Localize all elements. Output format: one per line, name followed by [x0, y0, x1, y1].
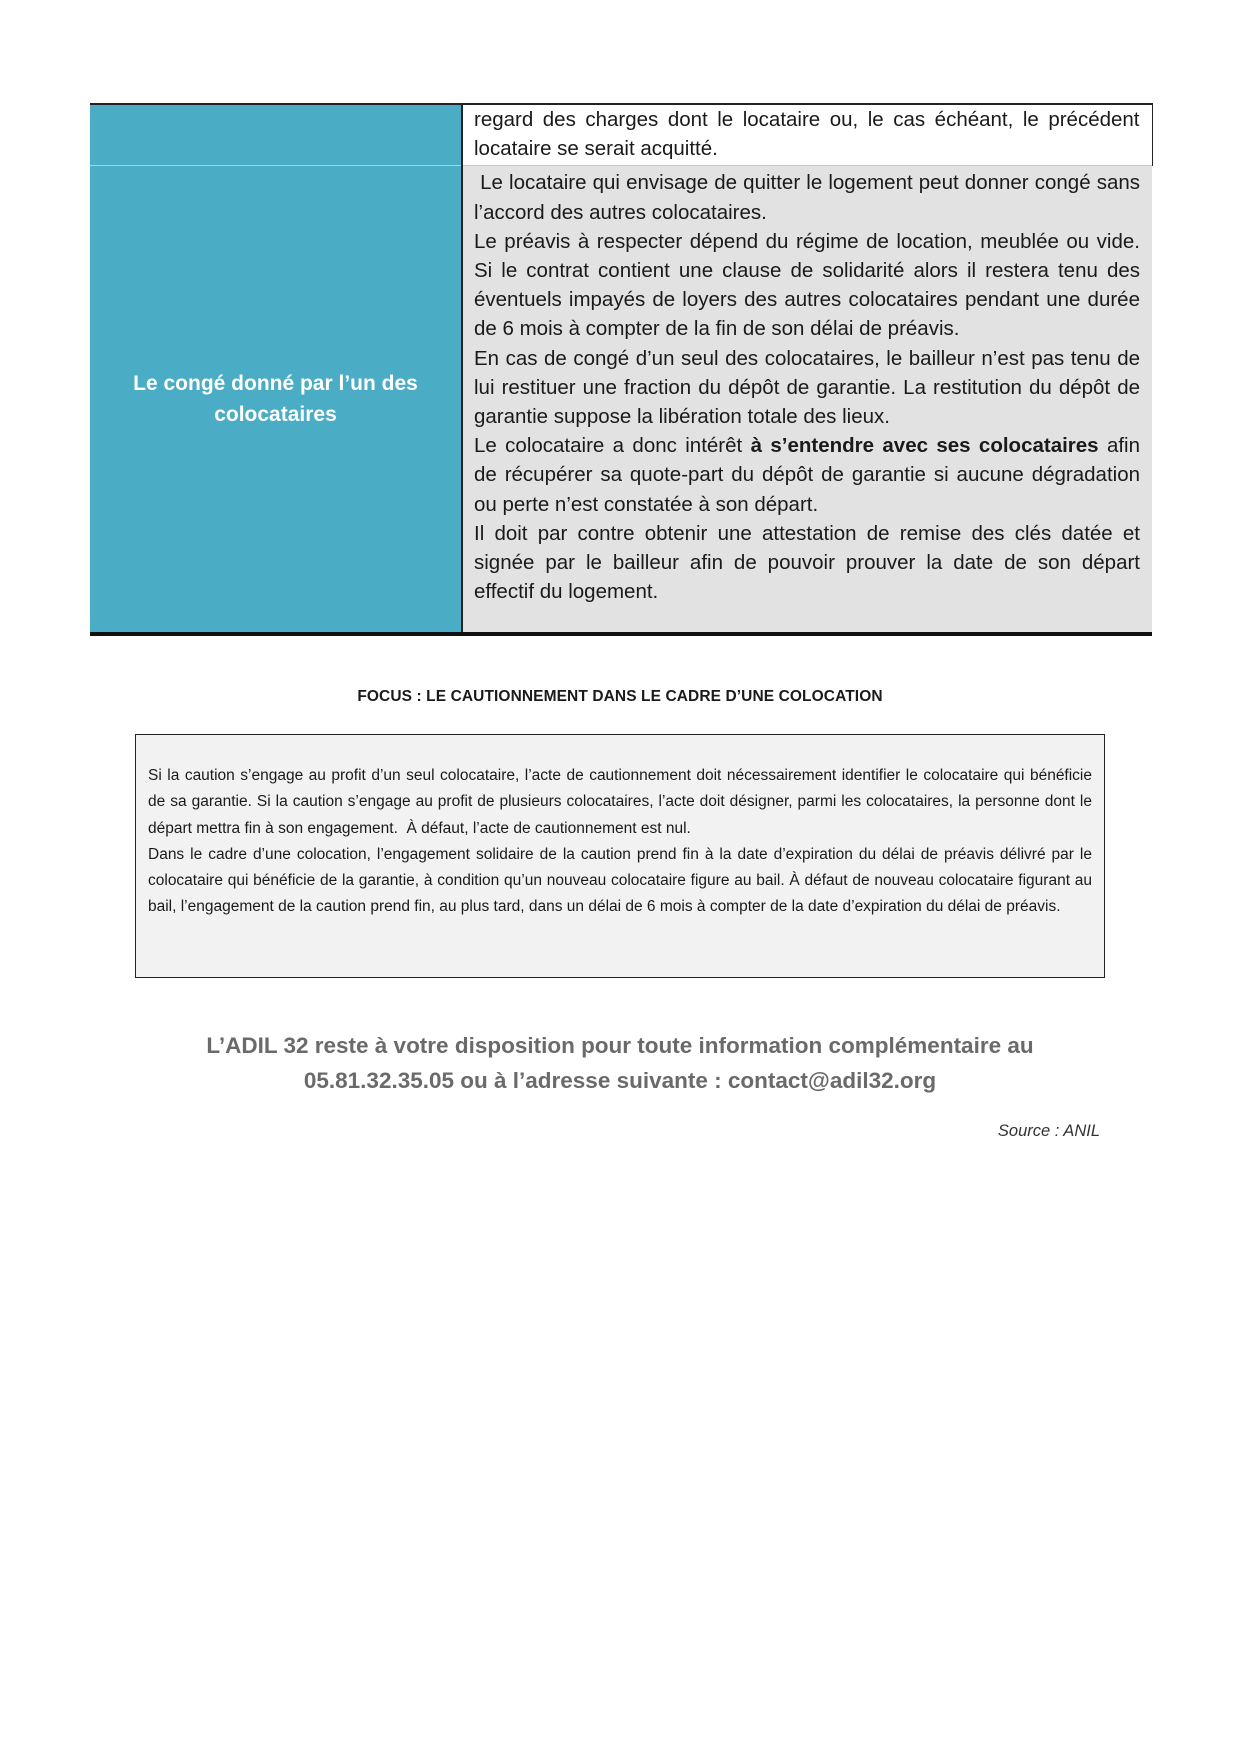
focus-paragraph-1: Si la caution s’engage au profit d’un seul colocataire, l’acte de cautionnement doit nécessairement identifier le colocataire qui bénéficie de sa garantie. Si la caution s’engage au profit de plusieurs colocataires, l’acte doit désigner, parmi les colocataires, la personne dont le départ mettra fin à son engagement. À défaut, l’acte de cautionnement est nul. — [148, 767, 1097, 837]
conge-paragraph-4 — [474, 431, 1146, 519]
conge-label: Le congé donné par l’un des colocataires — [133, 372, 418, 427]
conge-paragraph-4-emphasis: à s’entendre avec ses colocataires — [750, 434, 1099, 458]
conge-paragraph-4-start: Le colocataire a donc intérêt — [474, 434, 751, 458]
conge-paragraph-4-end: afin de récupérer sa quote-part du dépôt de garantie si aucune dégradation ou perte n’est constatée à son départ. — [474, 434, 1146, 516]
contact-block — [0, 1028, 1240, 1098]
row-label-cell — [90, 166, 462, 635]
conge-paragraph-2: Le préavis à respecter dépend du régime de location, meublée ou vide. Si le contrat contient une clause de solidarité alors il restera tenu des éventuels impayés de loyers des autres colocataires pendant une durée de 6 mois à compter de la fin de son délai de préavis. — [474, 229, 1140, 341]
row-text-cell — [462, 166, 1152, 635]
conge-paragraph-5: Il doit par contre obtenir une attestation de remise des clés datée et signée par le bailleur afin de pouvoir prouver la date de son départ effectif du logement. — [474, 521, 1140, 604]
focus-title: FOCUS : LE CAUTIONNEMENT DANS LE CADRE D’UNE COLOCATION — [357, 688, 883, 705]
charges-paragraph: regard des charges dont le locataire ou, le cas échéant, le précédent locataire se serait acquitté. — [474, 108, 1140, 161]
table-row — [90, 104, 1152, 166]
row-text-cell — [462, 104, 1152, 166]
conge-paragraph-1: Le locataire qui envisage de quitter le logement peut donner congé sans l’accord des autres colocataires. — [474, 171, 1146, 224]
row-label-cell — [90, 104, 462, 166]
contact-line-2: 05.81.32.35.05 ou à l’adresse suivante : contact@adil32.org — [303, 1068, 937, 1093]
conge-paragraph-3: En cas de congé d’un seul des colocataires, le bailleur n’est pas tenu de lui restituer une fraction du dépôt de garantie. La restitution du dépôt de garantie suppose la libération totale des lieux. — [474, 346, 1140, 429]
colocation-info-table — [90, 103, 1153, 636]
contact-line-1: L’ADIL 32 reste à votre disposition pour toute information complémentaire au — [206, 1033, 1034, 1058]
table-row — [90, 166, 1152, 635]
focus-paragraph-2: Dans le cadre d’une colocation, l’engagement solidaire de la caution prend fin à la date d’expiration du délai de préavis délivré par le colocataire qui bénéficie de la garantie, à condition qu’un nouveau colocataire figure au bail. À défaut de nouveau colocataire figurant au bail, l’engagement de la caution prend fin, au plus tard, dans un délai de 6 mois à compter de la date d’expiration du délai de préavis. — [148, 845, 1092, 916]
source-note: Source : ANIL — [997, 1122, 1100, 1140]
focus-box — [135, 734, 1105, 978]
